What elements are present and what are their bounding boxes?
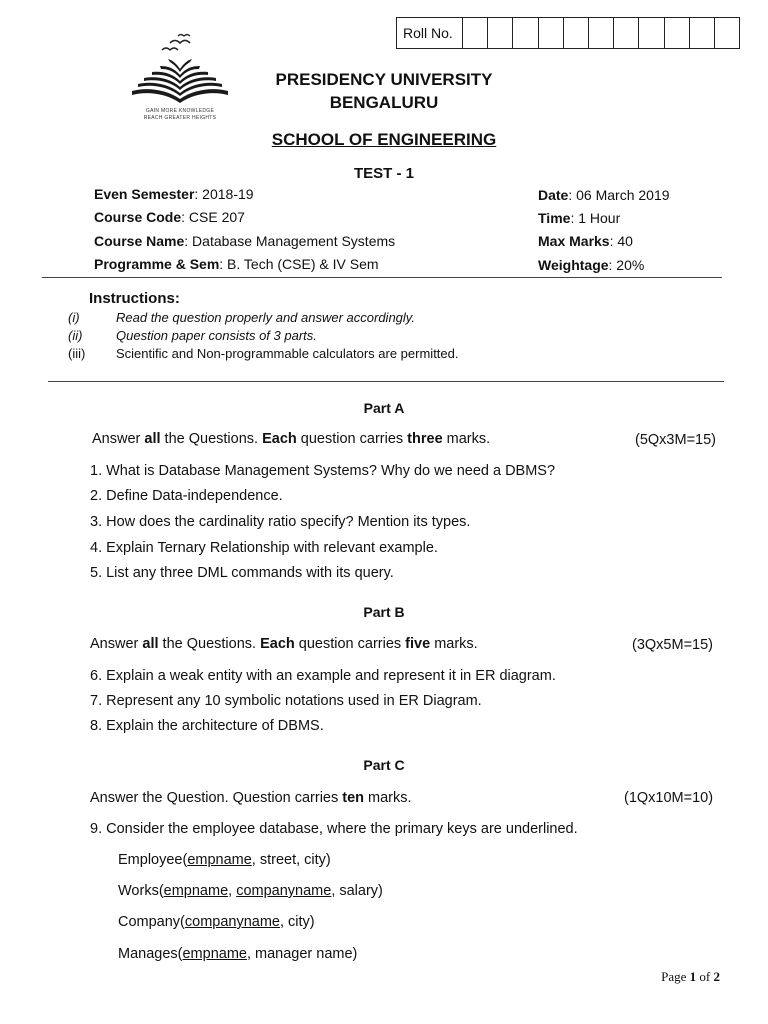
- instruction-text: Scientific and Non-programmable calculators are permitted.: [116, 346, 459, 361]
- primary-key: empname: [187, 852, 252, 868]
- intro-text: marks.: [430, 636, 478, 652]
- part-b-title: Part B: [363, 604, 405, 620]
- roll-cell: [690, 18, 715, 48]
- intro-bold: ten: [342, 790, 365, 806]
- relation-manages: [118, 946, 357, 962]
- page-text: Page: [661, 969, 690, 984]
- roll-cell: [463, 18, 488, 48]
- question: 8. Explain the architecture of DBMS.: [90, 718, 324, 734]
- question: 1. What is Database Management Systems? Why do we need a DBMS?: [90, 463, 556, 479]
- instruction-item: [68, 310, 668, 328]
- meta-value: : 2018-19: [194, 186, 254, 202]
- instruction-item: [68, 328, 668, 346]
- instruction-number: (ii): [68, 328, 83, 343]
- roll-cell: [715, 18, 739, 48]
- roll-cell: [539, 18, 564, 48]
- meta-time: [538, 210, 620, 226]
- primary-key: companyname: [184, 914, 280, 930]
- roll-cell: [639, 18, 664, 48]
- divider: [48, 381, 724, 382]
- meta-max-marks: [538, 233, 633, 249]
- relation-name: Manages(: [118, 946, 183, 962]
- intro-text: the Questions.: [158, 636, 261, 652]
- question: 9. Consider the employee database, where the primary keys are underlined.: [90, 821, 578, 837]
- roll-number-label: Roll No.: [397, 18, 463, 48]
- intro-text: question carries: [296, 431, 408, 447]
- question: 3. How does the cardinality ratio specify? Mention its types.: [90, 514, 471, 530]
- relation-name: Company(: [118, 914, 185, 930]
- logo-tagline: REACH GREATER HEIGHTS: [143, 115, 217, 121]
- intro-bold: all: [144, 431, 161, 447]
- meta-label: Max Marks: [538, 233, 610, 249]
- intro-text: marks.: [364, 790, 412, 806]
- relation-company: [118, 914, 315, 930]
- roll-cell: [614, 18, 639, 48]
- relation-works: [118, 883, 383, 899]
- meta-programme: [94, 256, 379, 272]
- meta-label: Even Semester: [94, 186, 195, 202]
- meta-semester: [94, 186, 254, 202]
- part-a-marks: (5Qx3M=15): [635, 432, 716, 448]
- intro-bold: three: [407, 431, 443, 447]
- logo-tagline: GAIN MORE KNOWLEDGE: [145, 108, 215, 114]
- relation-attributes: , street, city): [251, 852, 331, 868]
- question: 4. Explain Ternary Relationship with relevant example.: [90, 540, 438, 556]
- relation-name: Works(: [118, 883, 164, 899]
- meta-course-code: [94, 209, 245, 225]
- roll-cell: [488, 18, 513, 48]
- roll-cell: [564, 18, 589, 48]
- meta-value: : Database Management Systems: [184, 233, 396, 249]
- primary-key: companyname: [236, 883, 332, 899]
- part-a-title: Part A: [363, 400, 405, 416]
- instruction-number: (i): [68, 310, 80, 325]
- instruction-text: Question paper consists of 3 parts.: [116, 328, 317, 343]
- primary-key: empname: [182, 946, 247, 962]
- relation-attributes: , city): [280, 914, 315, 930]
- university-name: PRESIDENCY UNIVERSITY: [275, 70, 493, 89]
- relation-attributes: , manager name): [246, 946, 358, 962]
- total-pages: 2: [713, 969, 720, 984]
- part-c-marks: (1Qx10M=10): [624, 790, 714, 806]
- meta-course-name: [94, 233, 395, 249]
- roll-number-box: [396, 17, 740, 49]
- page-number: [661, 969, 720, 985]
- test-title: TEST - 1: [353, 165, 414, 182]
- question: 6. Explain a weak entity with an example and represent it in ER diagram.: [90, 668, 556, 684]
- university-city: BENGALURU: [329, 93, 439, 112]
- part-b-instruction: [90, 636, 478, 652]
- intro-text: Answer the Question. Question carries: [90, 790, 343, 806]
- meta-value: : B. Tech (CSE) & IV Sem: [219, 256, 379, 272]
- question: 5. List any three DML commands with its query.: [90, 565, 394, 581]
- intro-text: marks.: [442, 431, 491, 447]
- part-c-title: Part C: [363, 757, 405, 773]
- school-name: SCHOOL OF ENGINEERING: [271, 130, 497, 149]
- meta-weightage: [538, 257, 644, 273]
- relation-attributes: , salary): [331, 883, 383, 899]
- meta-date: [538, 187, 670, 203]
- instructions-heading: Instructions:: [89, 290, 180, 307]
- meta-value: : CSE 207: [181, 209, 245, 225]
- instruction-number: (iii): [68, 346, 86, 361]
- intro-text: the Questions.: [160, 431, 263, 447]
- meta-value: : 06 March 2019: [568, 187, 670, 203]
- intro-text: question carries: [294, 636, 406, 652]
- meta-value: : 40: [609, 233, 633, 249]
- instruction-text: Read the question properly and answer accordingly.: [116, 310, 415, 325]
- meta-label: Programme & Sem: [94, 256, 220, 272]
- meta-label: Course Code: [94, 209, 182, 225]
- divider: [42, 277, 722, 278]
- page-text: of: [696, 969, 714, 984]
- instruction-item: [68, 346, 668, 364]
- relation-separator: ,: [228, 883, 237, 899]
- intro-bold: Each: [260, 636, 295, 652]
- roll-cell: [589, 18, 614, 48]
- relation-name: Employee(: [118, 852, 188, 868]
- roll-cell: [665, 18, 690, 48]
- part-b-marks: (3Qx5M=15): [632, 637, 713, 653]
- meta-label: Time: [538, 210, 571, 226]
- current-page: 1: [689, 969, 697, 984]
- question: 2. Define Data-independence.: [90, 488, 283, 504]
- intro-text: Answer: [90, 636, 143, 652]
- meta-value: : 20%: [608, 257, 645, 273]
- primary-key: empname: [163, 883, 229, 899]
- intro-text: Answer: [92, 431, 145, 447]
- part-c-instruction: [90, 790, 412, 806]
- part-a-instruction: [92, 431, 490, 447]
- roll-cell: [513, 18, 538, 48]
- question: 7. Represent any 10 symbolic notations used in ER Diagram.: [90, 693, 482, 709]
- intro-bold: Each: [262, 431, 297, 447]
- intro-bold: five: [405, 636, 431, 652]
- meta-label: Weightage: [538, 257, 609, 273]
- meta-label: Course Name: [94, 233, 185, 249]
- meta-label: Date: [538, 187, 569, 203]
- meta-value: : 1 Hour: [570, 210, 621, 226]
- intro-bold: all: [142, 636, 159, 652]
- relation-employee: [118, 852, 331, 868]
